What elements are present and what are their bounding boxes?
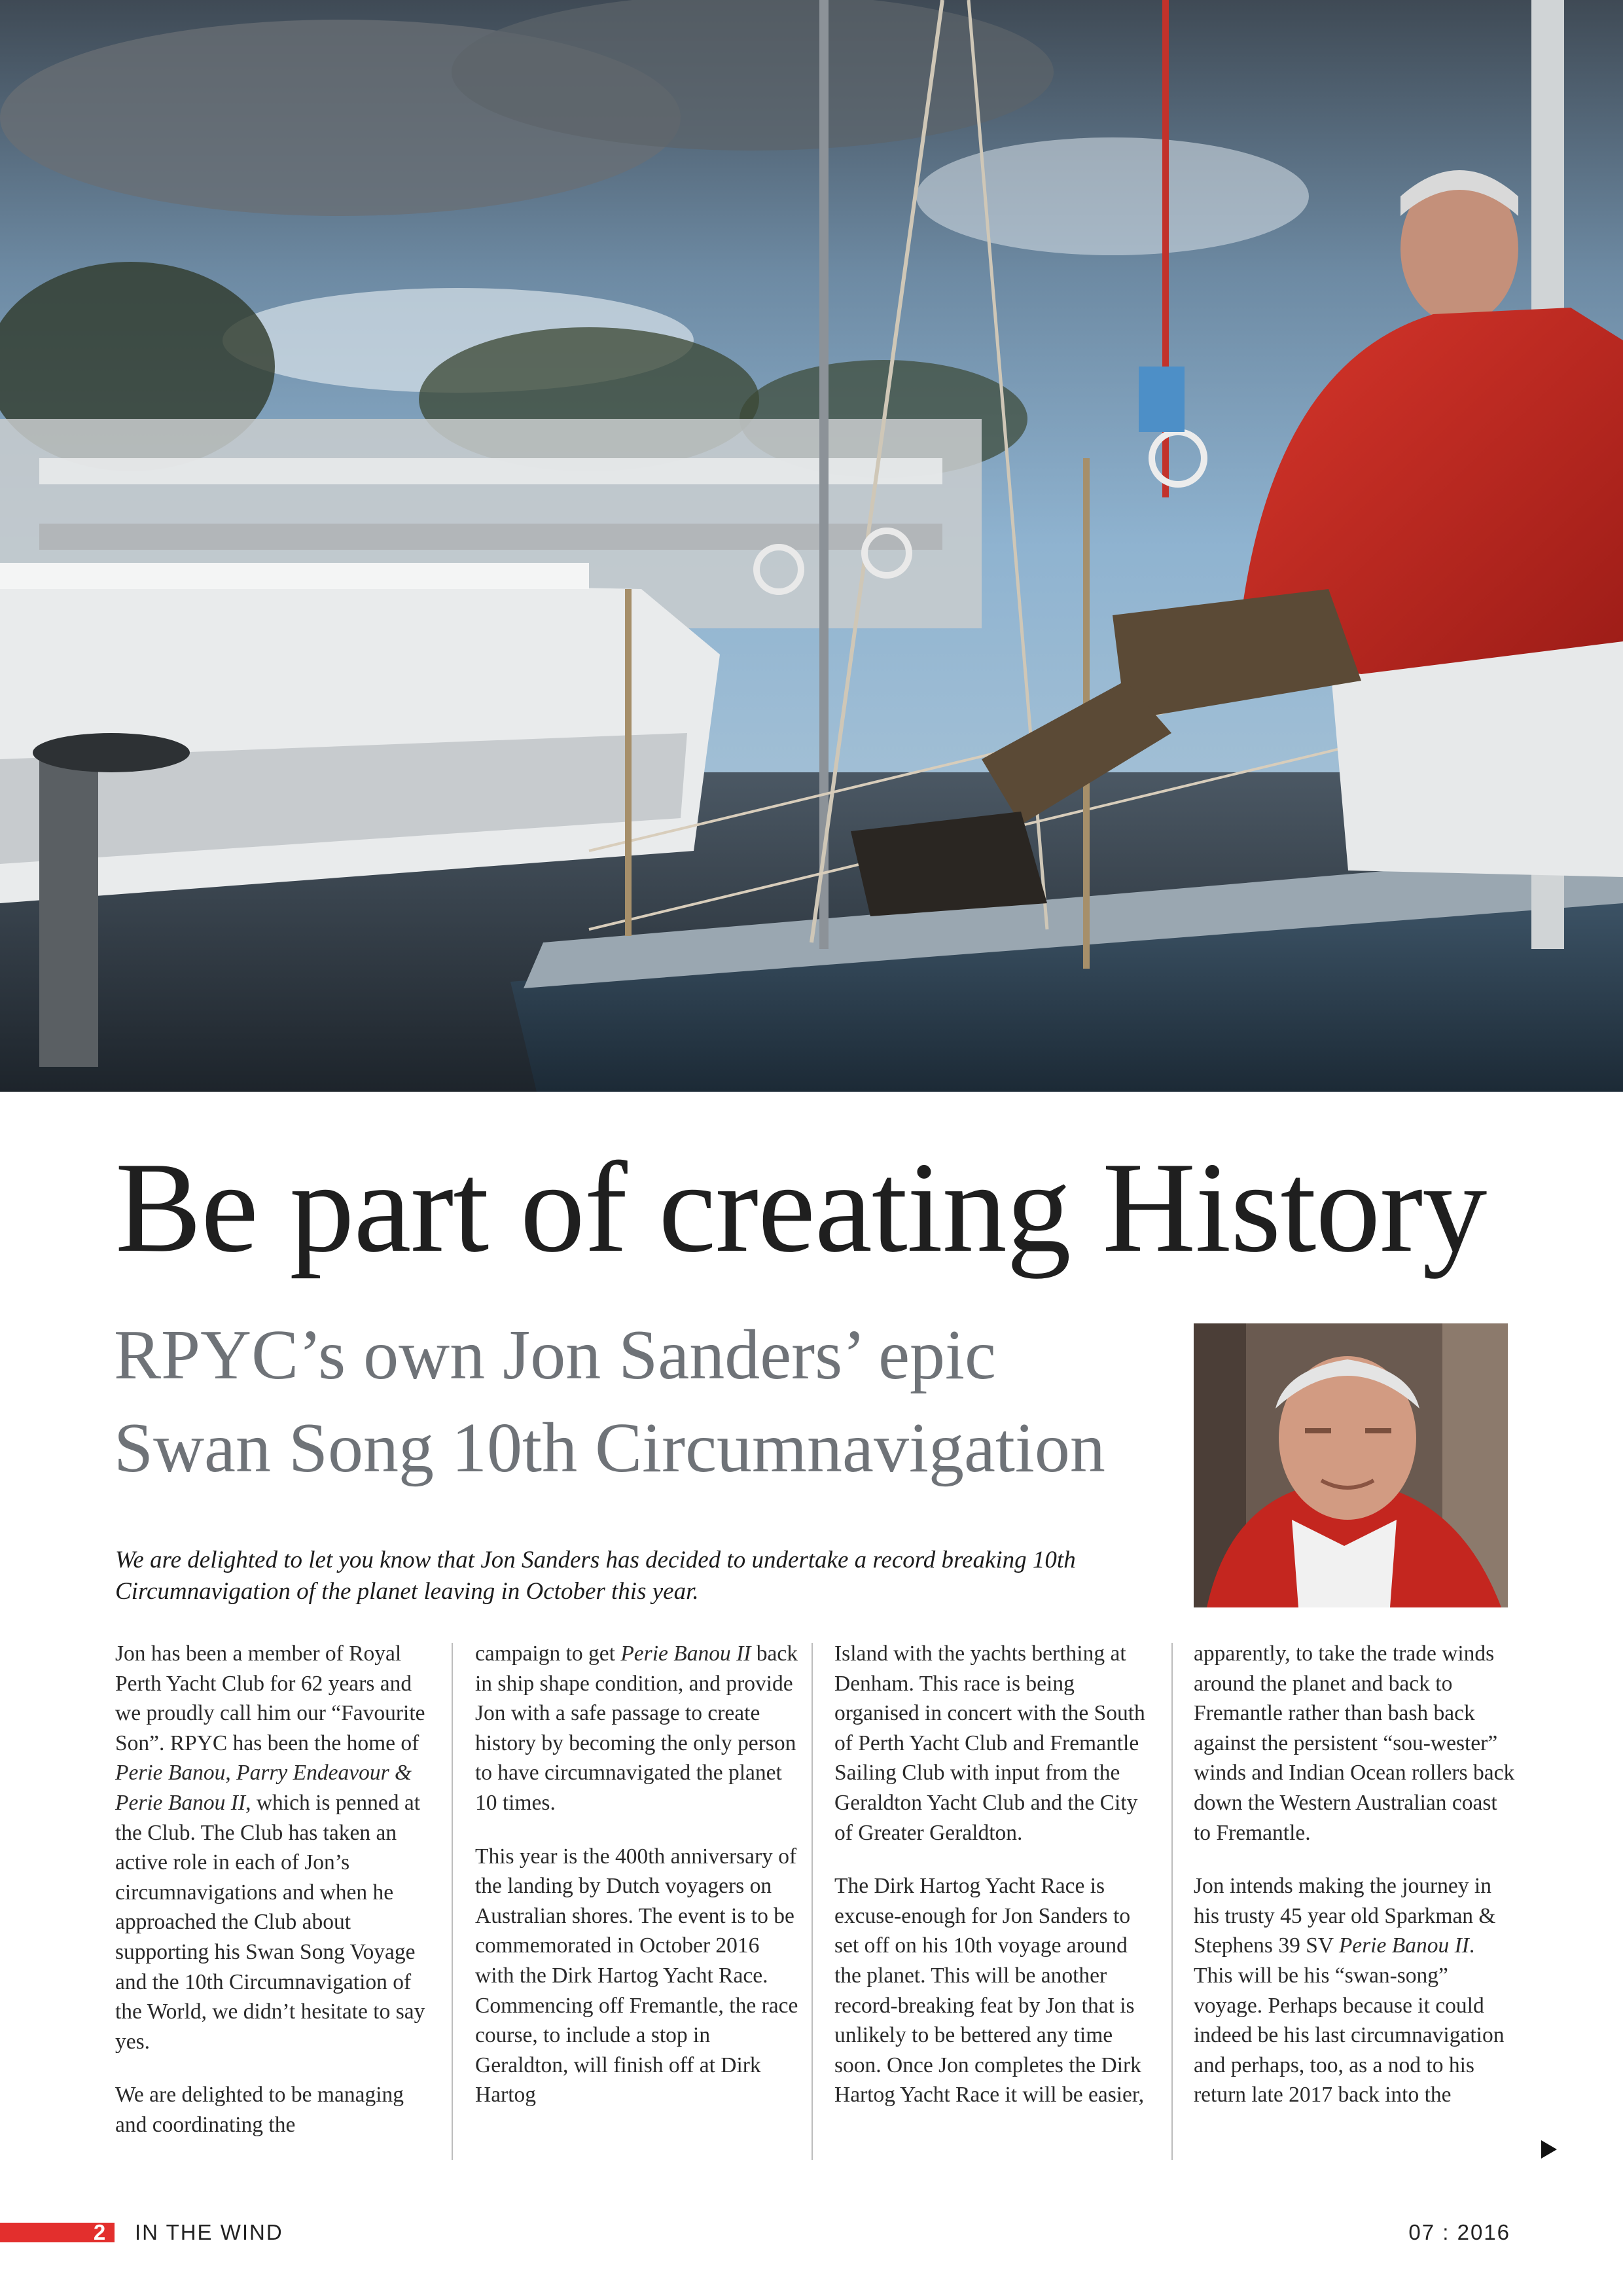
issue-date: 07 : 2016 [1408, 2220, 1510, 2244]
body-column-1 [115, 1639, 439, 2164]
col2-text: campaign to get [475, 1641, 621, 1666]
article-headline: Be part of creating History [115, 1136, 1487, 1279]
col3-paragraph-2: The Dirk Hartog Yacht Race is excuse-enough for Jon Sanders to set off on his 10th voyage around the planet. This will be another record-breaking feat by Jon that is unlikely to be bettered any time soon. Once Jon completes the Dirk Hartog Yacht Race it will be easier, [834, 1874, 1145, 2108]
publication-name: IN THE WIND [135, 2220, 283, 2244]
col4-paragraph-2 [1194, 1871, 1518, 2110]
page-number: 2 [93, 2220, 106, 2244]
body-column-3 [834, 1639, 1158, 2134]
hero-photo [0, 0, 1623, 1092]
article-lead: We are delighted to let you know that Jon Sanders has decided to undertake a record breaking 10th Circumnavigation of the planet leaving in October this year. [115, 1547, 1076, 1605]
yacht-names-parry-endeavour-perie-banou-ii: Parry Endeavour & Perie Banou II [115, 1761, 412, 1815]
col1-paragraph-1 [115, 1639, 439, 2056]
col1-text: Jon has been a member of Royal Perth Yacht Club for 62 years and we proudly call him our “Favourite Son”. RPYC has been the home of [115, 1641, 425, 1755]
body-column-4 [1194, 1639, 1518, 2134]
col4-text: Jon intends making the journey in his trusty 45 year old Sparkman & Stephens 39 SV [1194, 1874, 1496, 1958]
article-subhead [114, 1309, 1187, 1495]
hero-photo-illustration [0, 0, 1623, 1092]
col1-paragraph-2: We are delighted to be managing and coordinating the [115, 2083, 404, 2137]
portrait-photo [1194, 1323, 1508, 1607]
subhead-line-1: RPYC’s own Jon Sanders’ epic [114, 1316, 996, 1394]
yacht-name-perie-banou-ii: Perie Banou II [1338, 1933, 1469, 1958]
yacht-name-perie-banou-ii: Perie Banou II [620, 1641, 751, 1666]
yacht-name-perie-banou: Perie Banou [115, 1761, 226, 1785]
col2-paragraph-2: This year is the 400th anniversary of the landing by Dutch voyagers on Australian shores. The event is to be commemorated in October 2016 with the Dirk Hartog Yacht Race. Commencing off Fremantle, the race course, to include a stop in Geraldton, will finish off at Dirk Hartog [475, 1844, 798, 2108]
next-page-arrow-icon [1541, 2140, 1557, 2159]
col2-paragraph-1 [475, 1639, 799, 1818]
col1-separator: , [225, 1761, 237, 1785]
col2-text-continued: back in ship shape condition, and provide Jon with a safe passage to create history by becoming the only person to have circumnavigated the planet 10 times. [475, 1641, 798, 1815]
col4-paragraph-1: apparently, to take the trade winds around the planet and back to Fremantle rather than bash back against the persistent “sou-wester” winds and Indian Ocean rollers back down the Western Australian coast to Fremantle. [1194, 1641, 1515, 1845]
col1-text-continued: , which is penned at the Club. The Club has taken an active role in each of Jon’s circumnavigations and when he approached the Club about supporting his Swan Song Voyage and the 10th Circumnavigation of the World, we didn’t hesitate to say yes. [115, 1790, 425, 2054]
subhead-line-2: Swan Song 10th Circumnavigation [114, 1409, 1105, 1487]
col3-paragraph-1: Island with the yachts berthing at Denham. This race is being organised in concert with the South of Perth Yacht Club and Fremantle Sailing Club with input from the Geraldton Yacht Club and the City of Greater Geraldton. [834, 1641, 1145, 1845]
body-column-2 [475, 1639, 799, 2134]
portrait-photo-illustration [1194, 1323, 1508, 1607]
column-divider [812, 1643, 813, 2160]
column-divider [1171, 1643, 1173, 2160]
column-divider [452, 1643, 453, 2160]
col4-text-continued: . This will be his “swan-song” voyage. Perhaps because it could indeed be his last circumnavigation and perhaps, too, as a nod to his return late 2017 back into the [1194, 1933, 1505, 2108]
